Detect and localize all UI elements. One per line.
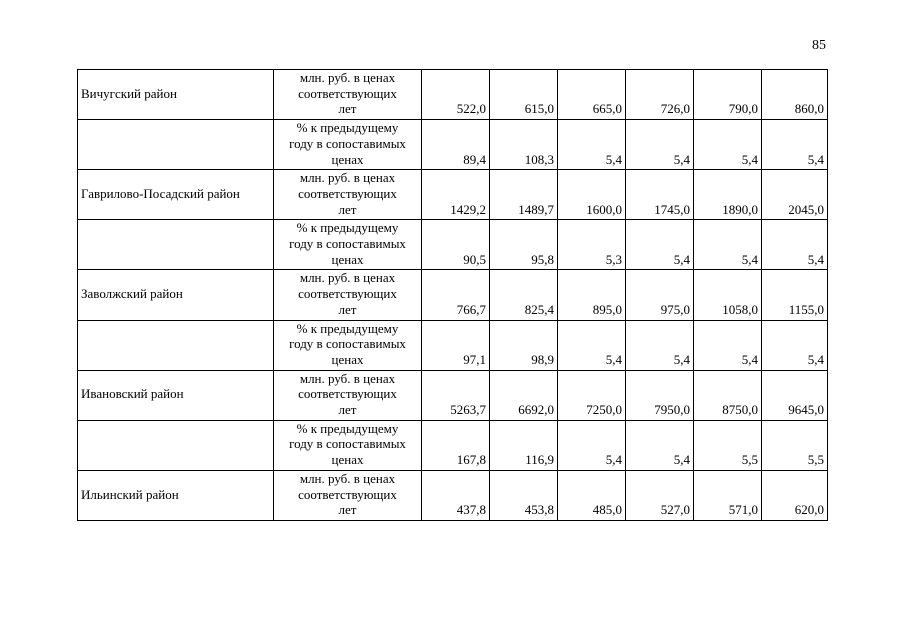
value-cell: 5,4 (626, 220, 694, 270)
value-cell: 527,0 (626, 470, 694, 520)
value-cell: 5,4 (626, 320, 694, 370)
unit-cell (274, 70, 422, 120)
value-cell: 5,4 (762, 320, 828, 370)
table-row (78, 370, 828, 420)
unit-line: ценах (331, 351, 364, 367)
value-cell: 5,4 (558, 120, 626, 170)
value-cell: 108,3 (490, 120, 558, 170)
unit-line: году в сопоставимых (289, 236, 406, 252)
unit-line: лет (338, 502, 357, 518)
value-cell: 5,4 (694, 120, 762, 170)
value-cell: 5,4 (694, 320, 762, 370)
value-cell: 5,4 (762, 220, 828, 270)
value-cell: 9645,0 (762, 370, 828, 420)
value-cell: 5,4 (558, 420, 626, 470)
value-cell: 6692,0 (490, 370, 558, 420)
value-cell: 766,7 (422, 270, 490, 320)
district-cell: Ильинский район (78, 470, 274, 520)
unit-line: млн. руб. в ценах (299, 370, 396, 386)
value-cell: 167,8 (422, 420, 490, 470)
table-row (78, 270, 828, 320)
value-cell: 1489,7 (490, 170, 558, 220)
unit-line: году в сопоставимых (289, 135, 406, 151)
table-row (78, 420, 828, 470)
value-cell: 90,5 (422, 220, 490, 270)
district-cell: Ивановский район (78, 370, 274, 420)
table-row (78, 470, 828, 520)
value-cell: 895,0 (558, 270, 626, 320)
unit-line: году в сопоставимых (289, 336, 406, 352)
unit-line: % к предыдущему (296, 320, 399, 336)
value-cell: 5,4 (694, 220, 762, 270)
unit-line: ценах (331, 151, 364, 167)
unit-cell (274, 370, 422, 420)
unit-line: соответствующих (298, 286, 397, 302)
unit-line: году в сопоставимых (289, 436, 406, 452)
table-row (78, 170, 828, 220)
unit-line: лет (338, 101, 357, 117)
district-cell (78, 420, 274, 470)
value-cell: 1745,0 (626, 170, 694, 220)
value-cell: 5263,7 (422, 370, 490, 420)
unit-line: млн. руб. в ценах (299, 70, 396, 85)
unit-line: лет (338, 301, 357, 317)
value-cell: 5,4 (762, 120, 828, 170)
value-cell: 5,4 (626, 120, 694, 170)
unit-line: млн. руб. в ценах (299, 170, 396, 186)
unit-line: % к предыдущему (296, 420, 399, 436)
unit-cell (274, 220, 422, 270)
table-row (78, 70, 828, 120)
district-cell: Заволжский район (78, 270, 274, 320)
value-cell: 453,8 (490, 470, 558, 520)
value-cell: 116,9 (490, 420, 558, 470)
value-cell: 1155,0 (762, 270, 828, 320)
unit-line: лет (338, 201, 357, 217)
value-cell: 1890,0 (694, 170, 762, 220)
value-cell: 1600,0 (558, 170, 626, 220)
unit-cell (274, 420, 422, 470)
value-cell: 5,4 (626, 420, 694, 470)
value-cell: 7950,0 (626, 370, 694, 420)
value-cell: 95,8 (490, 220, 558, 270)
table-row (78, 120, 828, 170)
district-cell (78, 120, 274, 170)
page-number: 85 (812, 38, 826, 53)
district-cell: Вичугский район (78, 70, 274, 120)
value-cell: 98,9 (490, 320, 558, 370)
value-cell: 1429,2 (422, 170, 490, 220)
unit-line: % к предыдущему (296, 220, 399, 236)
value-cell: 1058,0 (694, 270, 762, 320)
table-row (78, 320, 828, 370)
unit-line: соответствующих (298, 185, 397, 201)
value-cell: 571,0 (694, 470, 762, 520)
table-row (78, 220, 828, 270)
unit-cell (274, 170, 422, 220)
unit-cell (274, 320, 422, 370)
unit-line: соответствующих (298, 386, 397, 402)
district-cell (78, 220, 274, 270)
value-cell: 615,0 (490, 70, 558, 120)
value-cell: 522,0 (422, 70, 490, 120)
value-cell: 89,4 (422, 120, 490, 170)
unit-cell (274, 120, 422, 170)
district-cell: Гаврилово-Посадский район (78, 170, 274, 220)
unit-line: ценах (331, 251, 364, 267)
unit-cell (274, 470, 422, 520)
value-cell: 97,1 (422, 320, 490, 370)
unit-line: млн. руб. в ценах (299, 470, 396, 486)
value-cell: 5,4 (558, 320, 626, 370)
district-cell (78, 320, 274, 370)
unit-line: ценах (331, 452, 364, 468)
unit-line: лет (338, 402, 357, 418)
unit-line: % к предыдущему (296, 120, 399, 136)
value-cell: 726,0 (626, 70, 694, 120)
value-cell: 437,8 (422, 470, 490, 520)
value-cell: 485,0 (558, 470, 626, 520)
value-cell: 5,3 (558, 220, 626, 270)
data-table (77, 69, 828, 521)
value-cell: 620,0 (762, 470, 828, 520)
unit-cell (274, 270, 422, 320)
value-cell: 975,0 (626, 270, 694, 320)
value-cell: 7250,0 (558, 370, 626, 420)
unit-line: соответствующих (298, 85, 397, 101)
value-cell: 8750,0 (694, 370, 762, 420)
value-cell: 5,5 (762, 420, 828, 470)
value-cell: 5,5 (694, 420, 762, 470)
value-cell: 825,4 (490, 270, 558, 320)
value-cell: 665,0 (558, 70, 626, 120)
value-cell: 790,0 (694, 70, 762, 120)
table-body (78, 70, 828, 521)
value-cell: 2045,0 (762, 170, 828, 220)
value-cell: 860,0 (762, 70, 828, 120)
unit-line: соответствующих (298, 486, 397, 502)
unit-line: млн. руб. в ценах (299, 270, 396, 286)
